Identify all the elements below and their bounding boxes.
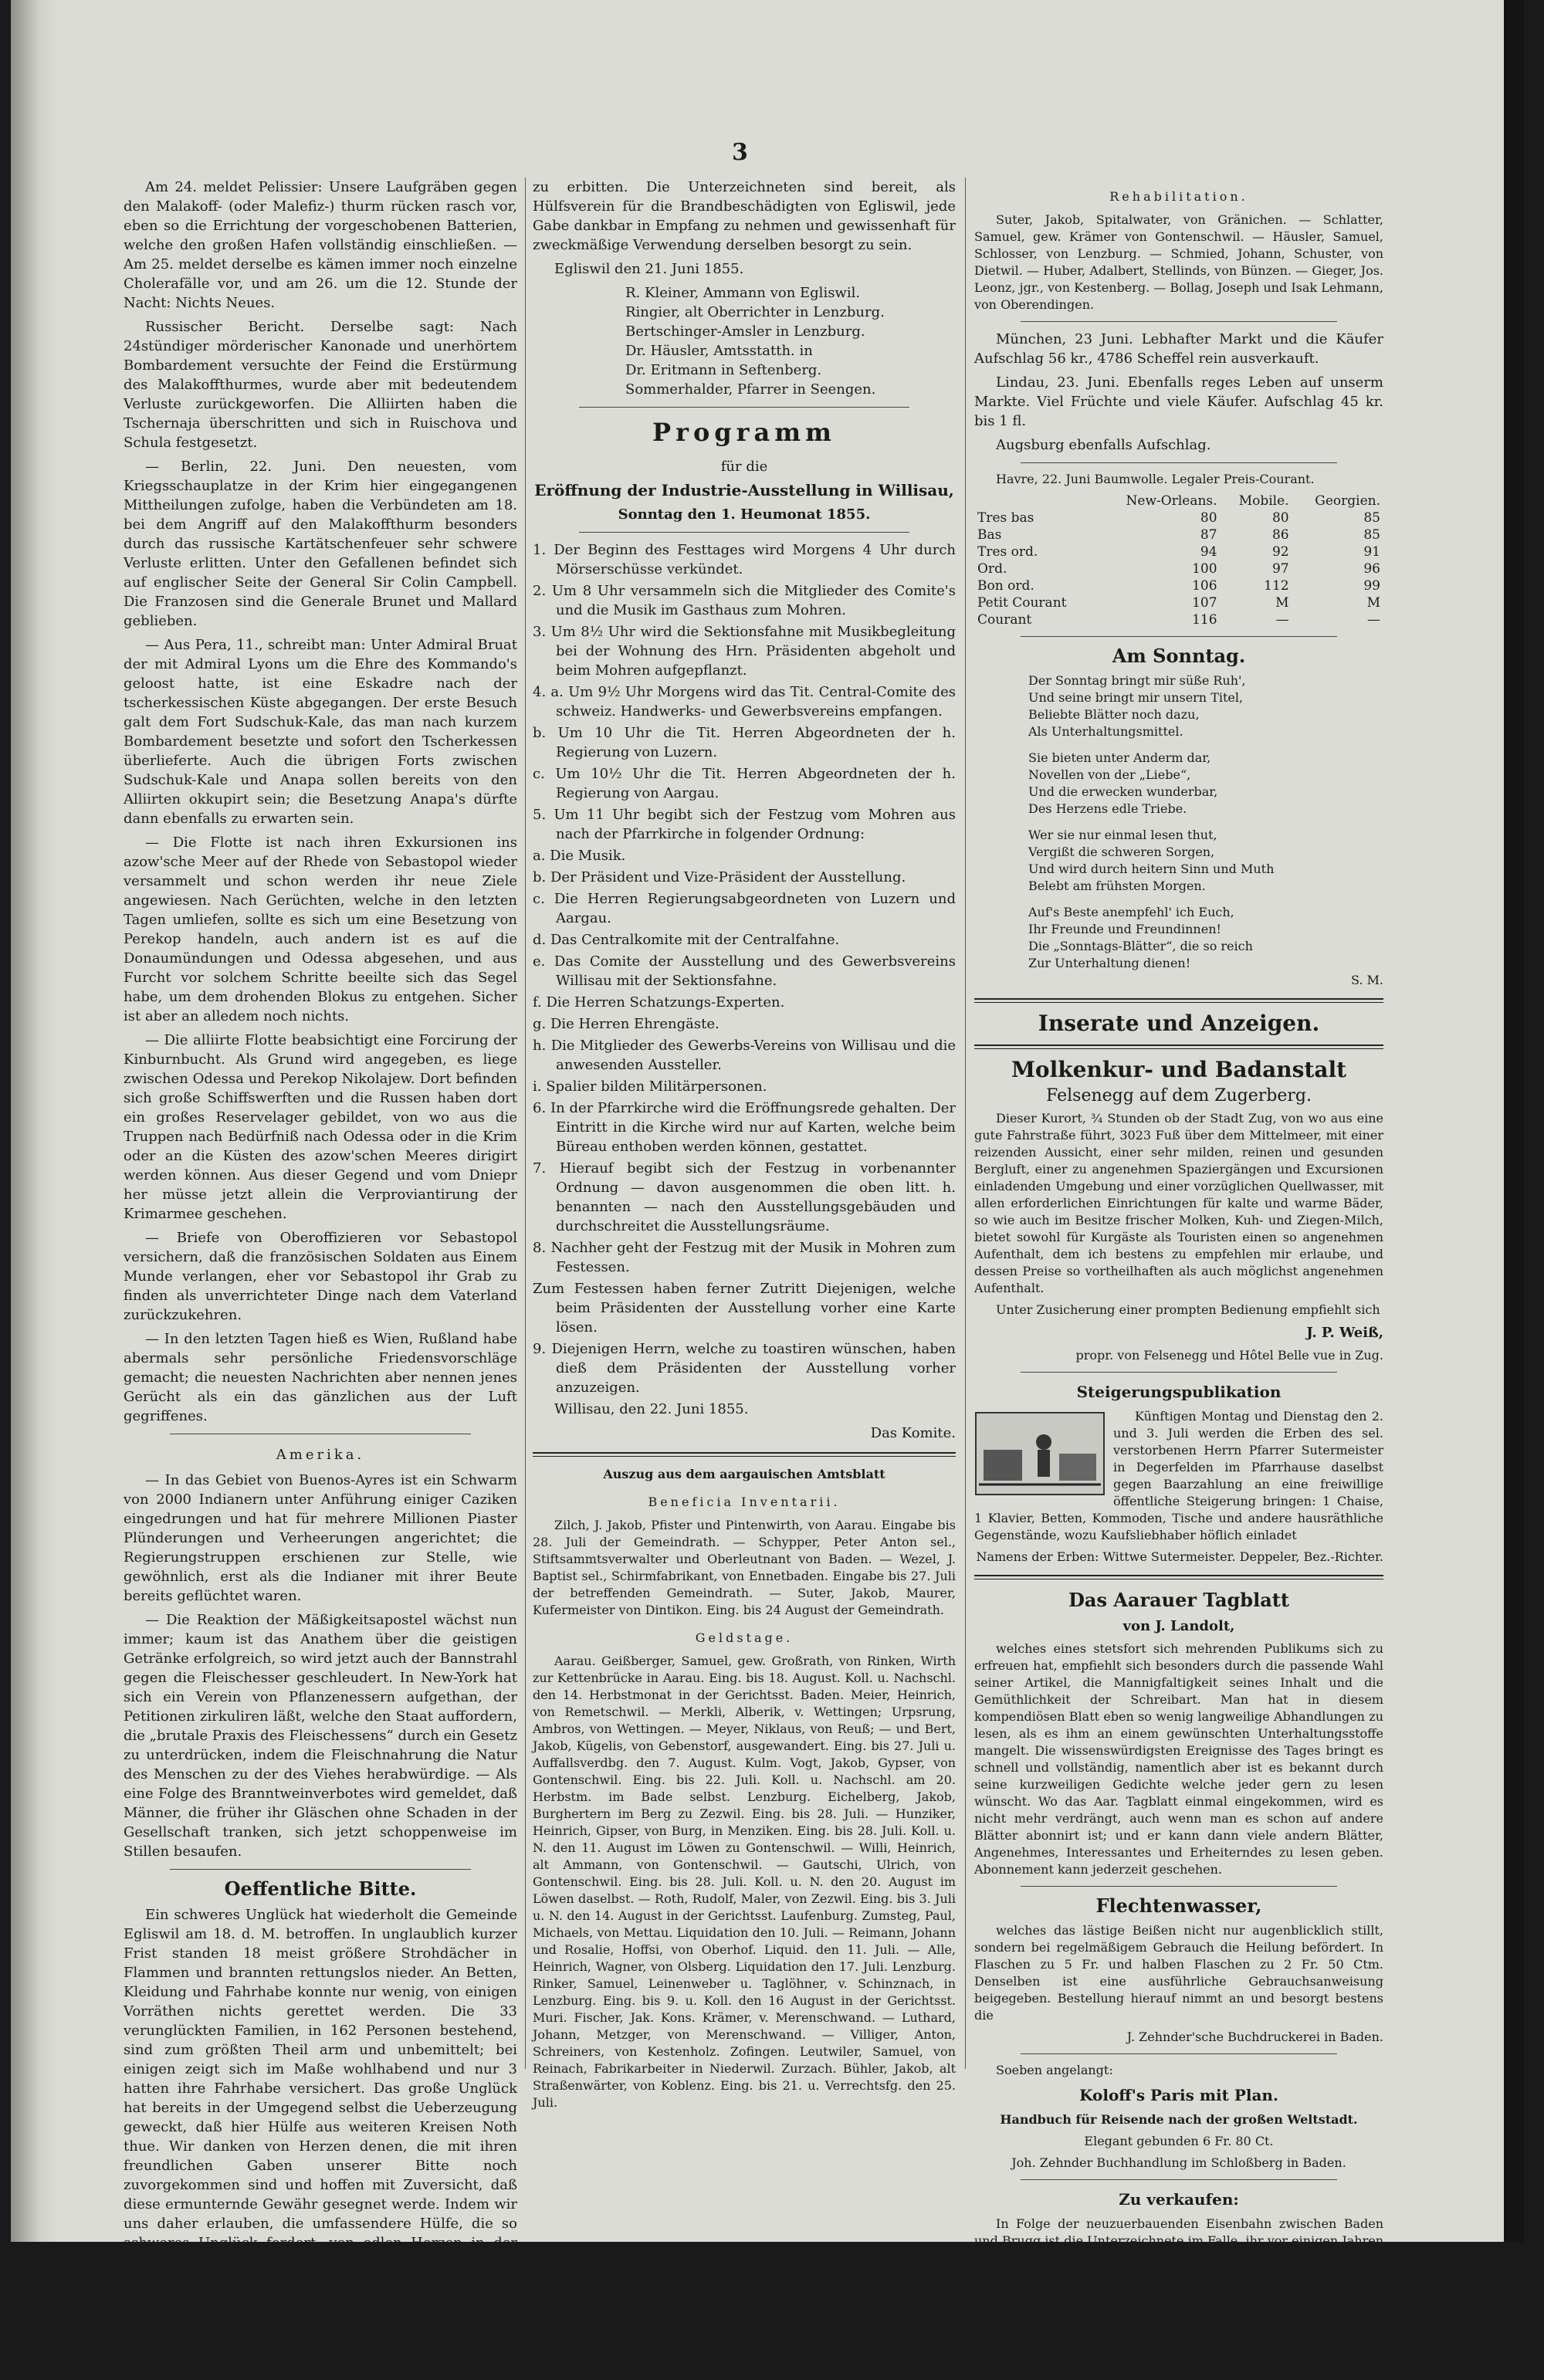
double-rule xyxy=(974,998,1383,1003)
price-row xyxy=(974,577,1383,594)
kur-subtitle: Felsenegg auf dem Zugerberg. xyxy=(1046,1086,1312,1105)
war-news-paragraph: — In den letzten Tagen hieß es Wien, Rußland habe abermals sehr persönliche Friedensvorschläge gemacht; die neuesten Nachrichten aber nennen jenes Gerücht als ein das gänzlichen aus der Luft gegriffenes. xyxy=(124,1331,517,1424)
program-item: g. Die Herren Ehrengäste. xyxy=(533,1016,720,1032)
kur-assurance: Unter Zusicherung einer prompten Bedienung empfiehlt sich xyxy=(996,1302,1380,1317)
amerika-paragraph: — In das Gebiet von Buenos-Ayres ist ein Schwarm von 2000 Indianern unter Anführung einiger Caziken eingedrungen und hat für mehrere Millionen Piaster Plünderungen und Verheerungen angerichtet; die Regierungstruppen erschienen zur Stelle, wie gewöhnlich, erst als die Indianer mit ihrer Beute bereits geflüchtet waren. xyxy=(124,1472,517,1604)
market-report: Augsburg ebenfalls Aufschlag. xyxy=(996,437,1211,453)
kur-title: Molkenkur- und Badanstalt xyxy=(1011,1057,1347,1082)
signer-name: Dr. Häusler, Amtsstatth. in xyxy=(625,343,813,359)
program-item: 2. Um 8 Uhr versammeln sich die Mitglieder des Comite's und die Musik im Gasthaus zum Mohren. xyxy=(533,583,956,618)
koloff-intro: Soeben angelangt: xyxy=(996,2063,1113,2077)
column-1 xyxy=(124,178,517,2270)
page-edge xyxy=(1504,0,1524,2242)
program-items xyxy=(533,540,956,1397)
price-cell: 94 xyxy=(1200,544,1217,560)
war-news-paragraph: Russischer Bericht. Derselbe sagt: Nach 24stündiger mörderischer Kanonade und unerhörtem Bombardement versuchte der Feind die Erstürmung des Malakoffthurmes, wurde aber mit bedeutendem Verluste zurückgeworfen. Die Alliirten haben die Tschernaja überschritten und sich in Ruischova und Schula festgesetzt. xyxy=(124,319,517,451)
price-row xyxy=(974,526,1383,543)
poem-line: Auf's Beste anempfehl' ich Euch, xyxy=(1028,905,1234,919)
program-item: c. Die Herren Regierungsabgeordneten von Luzern und Aargau. xyxy=(533,891,956,926)
geld-text: Aarau. Geißberger, Samuel, gew. Großrath, von Rinken, Wirth zur Kettenbrücke in Aarau. Eing. bis 18. August. Koll. u. Nachschl. den 14. Herbstmonat in der Gerichtsst. Baden. Meier, Heinrich, von Remetschwil. — Merkli, Alberik, v. Wettingen; Urpsrung, Ambros, von Wettingen. — Meyer, Niklaus, von Reuß; — und Bert, Jakob, Kügelis, von Gebenstorf, ausgewandert. Eing. bis 27. Juli u. Auffallsverdbg. den 7. August. Kulm. Vogt, Jakob, Gypser, von Gontenschwil. Eing. bis 22. Juli. Koll. u. Nachschl. am 20. Herbstm. im Bade selbst. Lenzburg. Eichelberg, Jakob, Burghertern im Berg zu Zezwil. Eing. bis 28. Juli. — Hunziker, Heinrich, Gipser, von Burg, in Menziken. Eing. bis 28. Juli. Koll. u. N. den 11. August im Löwen zu Gontenschwil. — Willi, Heinrich, alt Ammann, von Gontenschwil. — Gautschi, Ulrich, von Gontenschwil. Eing. bis 28. Juli. Koll. u. N. den 20. August im Löwen daselbst. — Roth, Rudolf, Maler, von Zezwil. Eing. bis 3. Juli u. N. den 14. August in der Gerichtsst. Laufenburg. Zumsteg, Paul, Michaels, von Mettau. Liquidation den 10. Juli. — Reimann, Johann und Rosalie, Hoffsi, von Oberhof. Liquid. den 11. Juli. — Alle, Heinrich, Wagner, von Olsberg. Liquidation den 17. Juli. Lenzburg. Rinker, Samuel, Leinenweber u. Taglöhner, v. Schinznach, in Lenzburg. Eing. bis 9. u. Koll. den 16 August in der Gerichtsst. Muri. Fischer, Jak. Kons. Krämer, v. Merenschwand. — Luthard, Johann, Metzger, von Merenschwand. — Villiger, Anton, Schreiners, von Kestenholz. Zofingen. Leutwiler, Samuel, von Reinach, Fabrikarbeiter in Niederwil. Zurzach. Bühler, Jakob, alt Straßenwärter, von Koblenz. Eing. bis 21. u. Verrechtsfg. den 25. Juli. xyxy=(533,1654,956,2110)
price-row xyxy=(974,510,1383,526)
price-cell: 86 xyxy=(1271,527,1289,543)
program-item: 8. Nachher geht der Festzug mit der Musik in Mohren zum Festessen. xyxy=(533,1240,956,1275)
price-cell: — xyxy=(1275,612,1289,628)
price-row xyxy=(974,594,1383,611)
separator xyxy=(579,532,909,533)
bitte-continued: zu erbitten. Die Unterzeichneten sind bereit, als Hülfsverein für die Brandbeschädigten von Egliswil, jede Gabe dankbar in Empfang zu nehmen und gewissenhaft für zweckmäßige Verwendung derselben besorgt zu sein. xyxy=(533,179,956,253)
price-cell: 106 xyxy=(1192,578,1217,594)
poem-line: Wer sie nur einmal lesen thut, xyxy=(1028,828,1217,842)
price-cell: 87 xyxy=(1200,527,1217,543)
tagblatt-subtitle: von J. Landolt, xyxy=(1122,1618,1235,1634)
koloff-title: Koloff's Paris mit Plan. xyxy=(1079,2086,1278,2104)
flechten-title: Flechtenwasser, xyxy=(1095,1894,1262,1917)
price-cell: 80 xyxy=(1271,510,1289,526)
price-column-header: Mobile. xyxy=(1238,493,1289,509)
column-rule xyxy=(525,178,526,2069)
program-item: 5. Um 11 Uhr begibt sich der Festzug vom Mohren aus nach der Pfarrkirche in folgender Ordnung: xyxy=(533,807,956,842)
flechten-text: welches das lästige Beißen nicht nur augenblicklich stillt, sondern bei regelmäßigem Gebrauch die Heilung befördert. In Flaschen zu 5 Fr. und halben Flaschen zu 2 Fr. 50 Ctm. Denselben ist eine ausführliche Gebrauchsanweisung beigegeben. Bestellung hierauf nimmt an und besorgt bestens die xyxy=(974,1923,1383,2023)
verkauf-place: Kappelerhof, den 26 Juni 1855. xyxy=(996,2340,1191,2355)
kur-signature: J. P. Weiß, xyxy=(1306,1325,1383,1341)
poem-line: Ihr Freunde und Freundinnen! xyxy=(1028,922,1221,936)
bitte-heading: Oeffentliche Bitte. xyxy=(224,1877,417,1900)
program-date: Sonntag den 1. Heumonat 1855. xyxy=(618,506,871,523)
price-cell: 107 xyxy=(1192,595,1217,611)
price-cell: 96 xyxy=(1363,561,1380,577)
kur-signature-2: propr. von Felsenegg und Hôtel Belle vue in Zug. xyxy=(1075,1348,1383,1363)
book-spine-shadow xyxy=(11,0,57,2242)
steigerung-names: Namens der Erben: Wittwe Sutermeister. Deppeler, Bez.-Richter. xyxy=(976,1549,1383,1564)
price-column-header xyxy=(974,493,1096,510)
program-item: 3. Um 8½ Uhr wird die Sektionsfahne mit Musikbegleitung bei der Wohnung des Hrn. Präsidenten abgeholt und beim Mohren aufgepflanzt. xyxy=(533,624,956,679)
program-item: i. Spalier bilden Militärpersonen. xyxy=(533,1078,767,1095)
price-cell: 85 xyxy=(1363,510,1380,526)
cotton-price-table xyxy=(974,493,1383,628)
column-2 xyxy=(533,178,956,2110)
program-signature: Das Komite. xyxy=(870,1425,956,1441)
poem xyxy=(974,672,1383,972)
price-cell: Petit Courant xyxy=(977,595,1067,611)
program-item: e. Das Comite der Ausstellung und des Gewerbsvereins Willisau mit der Sektionsfahne. xyxy=(533,953,956,989)
program-item: 6. In der Pfarrkirche wird die Eröffnungsrede gehalten. Der Eintritt in die Kirche wird nur auf Karten, welche beim Büreau enthoben werden können, gestattet. xyxy=(533,1100,956,1155)
amerika-heading: Amerika. xyxy=(276,1447,365,1463)
signer-name: Ringier, alt Oberrichter in Lenzburg. xyxy=(625,304,885,320)
separator xyxy=(1021,1886,1337,1887)
market-report: Lindau, 23. Juni. Ebenfalls reges Leben auf unserm Markte. Viel Früchte und viele Käufer. Aufschlag 45 kr. bis 1 fl. xyxy=(974,374,1383,429)
price-cell: Bas xyxy=(977,527,1002,543)
koloff-dealer: Joh. Zehnder Buchhandlung im Schloßberg in Baden. xyxy=(1011,2155,1346,2170)
price-cell: — xyxy=(1367,612,1380,628)
price-row xyxy=(974,611,1383,628)
poem-title: Am Sonntag. xyxy=(1112,645,1246,667)
price-cell: Tres bas xyxy=(977,510,1034,526)
poem-line: Und die erwecken wunderbar, xyxy=(1028,784,1218,799)
bitte-text: Ein schweres Unglück hat wiederholt die Gemeinde Egliswil am 18. d. M. betroffen. In unglaublich kurzer Frist standen 18 meist größere Strohdächer in Flammen und brannten rettungslos nieder. An Betten, Kleidung und Fahrhabe konnte nur wenig, von einigen Vorräthen nichts gerettet werden. Die 33 verunglückten Familien, in 162 Personen bestehend, sind zum größten Theil arm und unbemittelt; bei einigen zeigt sich im Maße wohlhabend und nur 3 hatten ihre Fahrhabe versichert. Das große Unglück hat bereits in der Umgegend selbst die Ueberzeugung geweckt, daß hier Hülfe aus weiteren Kreisen Noth thue. Wir danken von Herzen denen, die mit ihren freundlichen Gaben unserer Bitte noch zuvorgekommen sind und hoffen mit Zuversicht, daß diese ermunternde Gewähr gesegnet werde. Indem wir uns daher erlauben, die umfassendere Hülfe, die so schweres Unglück fordert, von edlen Herzen in der Nähe und Ferne xyxy=(124,1907,517,2270)
steigerung-title: Steigerungspublikation xyxy=(1076,1383,1282,1401)
double-rule xyxy=(974,1044,1383,1049)
signers-list xyxy=(533,283,956,399)
program-item: f. Die Herren Schatzungs-Experten. xyxy=(533,994,785,1011)
verkauf-text: In Folge der neuzuerbauenden Eisenbahn zwischen Baden und Brugg ist die Unterzeichnete im Falle, ihr vor einigen Jahren neuerbautes Wohnhaus zu verkaufen. Es wäre jedoch Hoffnung, daß dieses dasselbe zum Verkaufe der die Käufer dasselbe selbst abzutragen. Auch eignete sich ein wohnliches Haus zu bauen, dem bietet sich hier Gelegenheit dar, möglichst zu sämmtlichem Material für solches zu gelangen. xyxy=(974,2216,1383,2333)
price-cell: 100 xyxy=(1192,561,1217,577)
price-column-header: New-Orleans. xyxy=(1126,493,1217,509)
program-subtitle: Eröffnung der Industrie-Ausstellung in Willisau, xyxy=(534,481,954,499)
poem-line: Zur Unterhaltung dienen! xyxy=(1028,956,1191,970)
double-rule xyxy=(974,1575,1383,1579)
price-cell: Tres ord. xyxy=(977,544,1038,560)
stanza-gap xyxy=(974,818,1383,827)
program-fuer: für die xyxy=(720,459,768,475)
separator xyxy=(170,1869,471,1870)
geld-heading: Geldstage. xyxy=(695,1630,794,1645)
havre-line: Havre, 22. Juni Baumwolle. Legaler Preis-Courant. xyxy=(996,472,1315,486)
price-cell: Bon ord. xyxy=(977,578,1034,594)
benef-text: Zilch, J. Jakob, Pfister und Pintenwirth, von Aarau. Eingabe bis 28. Juli der Gemeindrath. — Schypper, Peter Anton sel., Stiftsammtsverwalter und Oberleutnant von Baden. — Wezel, J. Baptist sel., Schirmfabrikant, von Ennetbaden. Eingabe bis 27. Juli der betreffenden Gemeindrath. — Suter, Jakob, Maurer, Kufermeister von Dintikon. Eing. bis 24 August der Gemeindrath. xyxy=(533,1518,956,1617)
verkauf-signature: Wittwe Müller. xyxy=(1268,2362,1383,2378)
poem-line: Die „Sonntags-Blätter“, die so reich xyxy=(1028,939,1253,953)
rehab-text: Suter, Jakob, Spitalwater, von Gränichen. — Schlatter, Samuel, gew. Krämer von Gontenschwil. — Häusler, Samuel, Schlosser, von Lenzburg. — Schmied, Johann, Schuster, von Dietwil. — Huber, Adalbert, Stellinds, von Bünzen. — Gieger, Jos. Leonz, jgr., von Kestenberg. — Bollag, Joseph und Isak Lehmann, von Oberendingen. xyxy=(974,212,1383,312)
poem-line: Sie bieten unter Anderm dar, xyxy=(1028,750,1211,765)
price-cell: 91 xyxy=(1363,544,1380,560)
war-news-section xyxy=(124,178,517,1426)
program-item: b. Um 10 Uhr die Tit. Herren Abgeordneten der h. Regierung von Luzern. xyxy=(533,725,956,760)
tagblatt-title: Das Aarauer Tagblatt xyxy=(1068,1589,1289,1611)
program-item: d. Das Centralkomite mit der Centralfahne. xyxy=(533,932,840,948)
poem-line: Und wird durch heitern Sinn und Muth xyxy=(1028,862,1275,876)
war-news-paragraph: — Die alliirte Flotte beabsichtigt eine Forcirung der Kinburnbucht. Als Grund wird angegeben, es liege zwischen Odessa und Perekop Nikolajew. Dort befinden sich große Schiffswerften und die Russen haben dort ein großes Reservelager gebildet, von wo aus die Truppen nach Bedürfniß nach Odessa oder in die Krim oder an die Küsten des azow'schen Meeres dirigirt werden können. Aus dieser Gegend und vom Dniepr her müsse jetzt allein die Verproviantirung der Krimarmee geschehen. xyxy=(124,1032,517,1222)
program-item: c. Um 10½ Uhr die Tit. Herren Abgeordneten der h. Regierung von Aargau. xyxy=(533,766,956,801)
poem-line: Als Unterhaltungsmittel. xyxy=(1028,724,1183,739)
program-item: a. Die Musik. xyxy=(533,848,626,864)
price-cell: 112 xyxy=(1264,578,1289,594)
separator xyxy=(1021,1372,1337,1373)
price-row xyxy=(974,560,1383,577)
war-news-paragraph: — Die Flotte ist nach ihren Exkursionen ins azow'sche Meer auf der Rhede von Sebastopol wieder versammelt und schon werden ihr neue Ziele angewiesen. Nach Gerüchten, welche in den letzten Tagen umliefen, sollte es sich um eine Besetzung von Perekop handeln, auch andern ist es auf die Donaumündungen und Odessa abgesehen, und aus Furcht vor solchem Schritte beeilte sich das Segel habe, um dem drohenden Blokus zu entgehen. Sicher ist aber an alledem noch nichts. xyxy=(124,835,517,1024)
program-item: 1. Der Beginn des Festtages wird Morgens 4 Uhr durch Mörserschüsse verkündet. xyxy=(533,542,956,577)
separator xyxy=(1021,636,1337,637)
bitte-date: Egliswil den 21. Juni 1855. xyxy=(554,261,744,277)
price-cell: 92 xyxy=(1271,544,1289,560)
program-title: Programm xyxy=(652,418,836,447)
tagblatt-text: welches eines stetsfort sich mehrenden Publikums sich zu erfreuen hat, empfiehlt sich besonders durch die passende Wahl seiner Artikel, die Mannigfaltigkeit seines Inhalt und die Gemüthlichkeit der Schreibart. Man hat in diesem kompendiösen Blatt eben so wenig langweilige Abhandlungen zu lesen, als es ihm an einem gewünschten Unterhaltungsstoffe mangelt. Die wissenswürdigsten Ereignisse des Tages bringt es schnell und vollständig, namentlich aber ist es bekannt durch seine kurzweiligen Gedichte welche jeder gern zu lesen wünscht. Wo das Aar. Tagblatt einmal eingekommen, wird es nicht mehr verdrängt, auch wenn man es schon auf andere Blätter abonnirt ist; und er kann dann viele andern Blätter, Angenehmes, Interessantes und Erheiterndes zu lesen geben. Abonnement kann jederzeit geschehen. xyxy=(974,1641,1383,1877)
auction-woodcut-image xyxy=(974,1411,1106,1496)
price-cell: M xyxy=(1275,595,1289,611)
price-table-header xyxy=(974,493,1383,510)
price-cell: 85 xyxy=(1363,527,1380,543)
poem-line: Beliebte Blätter noch dazu, xyxy=(1028,707,1200,722)
program-item: h. Die Mitglieder des Gewerbs-Vereins von Willisau und die anwesenden Aussteller. xyxy=(533,1038,956,1073)
poem-signature: S. M. xyxy=(1350,973,1383,987)
signer-name: Dr. Eritmann in Seftenberg. xyxy=(625,362,822,378)
signer-name: Sommerhalder, Pfarrer in Seengen. xyxy=(625,381,876,398)
steigerung-text: Künftigen Montag und Dienstag den 2. und 3. Juli werden die Erben des sel. verstorbenen Herrn Pfarrer Sutermeister in Degerfelden im Pfarrhause daselbst gegen Baarzahlung an eine freiwillige öffentliche Steigerung bringen: 1 Chaise, 1 Klavier, Betten, Kommoden, Tische und andere hausräthliche Gegenstände, wozu Kaufsliebhaber höflich einladet xyxy=(974,1409,1383,1542)
separator xyxy=(1021,462,1337,463)
poem-line: Belebt am frühsten Morgen. xyxy=(1028,879,1206,893)
inserate-heading: Inserate und Anzeigen. xyxy=(1038,1011,1320,1036)
program-item: 4. a. Um 9½ Uhr Morgens wird das Tit. Central-Comite des schweiz. Handwerks- und Gewerbsvereins empfangen. xyxy=(533,684,956,719)
markets-section xyxy=(974,330,1383,455)
program-item: 9. Diejenigen Herrn, welche zu toastiren wünschen, haben dieß dem Präsidenten der Ausstellung vorher anzuzeigen. xyxy=(533,1341,956,1396)
price-cell: 80 xyxy=(1200,510,1217,526)
war-news-paragraph: — Berlin, 22. Juni. Den neuesten, vom Kriegsschauplatze in der Krim hier eingegangenen Mittheilungen zufolge, haben die Verbündeten am 18. bei dem Angriff auf den Malakoffthurm besonders durch das russische Kartätschenfeuer sehr schwere Verluste erlitten. Unter den Gefallenen befindet sich auf englischer Seite der General Sir Colin Campbell. Die Franzosen sind die Generale Brunet und Mallard geblieben. xyxy=(124,459,517,629)
price-cell: 99 xyxy=(1363,578,1380,594)
war-news-paragraph: — Briefe von Oberoffizieren vor Sebastopol versichern, daß die französischen Soldaten aus Einem Munde verlangen, eher vor Sebastopol ihr Grab zu finden als unverrichteter Dinge nach dem Vaterland zurückzukehren. xyxy=(124,1230,517,1323)
poem-line: Des Herzens edle Triebe. xyxy=(1028,801,1187,816)
war-news-paragraph: — Aus Pera, 11., schreibt man: Unter Admiral Bruat der mit Admiral Lyons um die Ehre des Kommando's geloost hatte, ist eine Eskadre nach der tscherkessischen Küste abgegangen. Der erste Besuch galt dem Fort Sudschuk-Kale, das man nach kurzem Bombardement besetzte und sofort den Tscherkessen überlieferte. Auch die übrigen Forts zwischen Sudschuk-Kale und Anapa sollen bereits von den Alliirten okkupirt sein; die Besetzung Anapa's dürfte dann ebenfalls zu erwarten sein. xyxy=(124,637,517,827)
poem-line: Und seine bringt mir unsern Titel, xyxy=(1028,690,1244,705)
program-item: b. Der Präsident und Vize-Präsident der Ausstellung. xyxy=(533,869,906,885)
price-cell: Ord. xyxy=(977,561,1007,577)
separator xyxy=(1021,2053,1337,2054)
separator xyxy=(1021,321,1337,322)
koloff-price: Elegant gebunden 6 Fr. 80 Ct. xyxy=(1084,2134,1274,2148)
stanza-gap xyxy=(974,740,1383,750)
market-report: München, 23 Juni. Lebhafter Markt und die Käufer Aufschlag 56 kr., 4786 Scheffel rein ausverkauft. xyxy=(974,331,1383,367)
stanza-gap xyxy=(974,895,1383,904)
amtsblatt-title: Auszug aus dem aargauischen Amtsblatt xyxy=(603,1467,885,1481)
column-3 xyxy=(974,178,1383,2378)
program-place: Willisau, den 22. Juni 1855. xyxy=(554,1401,749,1417)
kur-text: Dieser Kurort, ¾ Stunden ob der Stadt Zug, von wo aus eine gute Fahrstraße führt, 3023 Fuß über dem Mittelmeer, mit einer reizenden Aussicht, einer sehr milden, reinen und gesunden Bergluft, einer zu angenehmen Spaziergängen und Excursionen einladenden Umgebung und einer vorzüglichen Quellwasser, mit allen erforderlichen Einrichtungen für kalte und warme Bäder, so wie auch im Besitze frischer Molken, Kuh- und Ziegen-Milch, bietet sowohl für Kurgäste als Touristen einen so angenehmen Aufenthalt, dem ich bestens zu empfehlen mir erlaube, und dessen Preise so vortheilhaften als auch möglichst angenehmen Aufenthalt. xyxy=(974,1111,1383,1295)
program-item: 7. Hierauf begibt sich der Festzug in vorbenannter Ordnung — davon ausgenommen die oben litt. h. benannten — nach den Ausstellungsgebäuden und durchschreitet die Ausstellungsräume. xyxy=(533,1160,956,1234)
price-column-header: Georgien. xyxy=(1315,493,1380,509)
program-item: Zum Festessen haben ferner Zutritt Diejenigen, welche beim Präsidenten der Ausstellung vorher eine Karte lösen. xyxy=(533,1281,956,1336)
war-news-paragraph: Am 24. meldet Pelissier: Unsere Laufgräben gegen den Malakoff- (oder Malefiz-) thurm rücken rasch vor, eben so die Errichtung der vorgeschobenen Batterien, welche den großen Hafen vollständig einschließen. — Am 25. meldet derselbe es kämen immer noch einzelne Cholerafälle vor, und am 26. um die 12. Stunde der Nacht: Nichts Neues. xyxy=(124,179,517,311)
signer-name: Bertschinger-Amsler in Lenzburg. xyxy=(625,323,865,340)
poem-line: Novellen von der „Liebe“, xyxy=(1028,767,1191,782)
double-rule xyxy=(533,1452,956,1457)
poem-line: Der Sonntag bringt mir süße Ruh', xyxy=(1028,673,1246,688)
price-cell: 97 xyxy=(1271,561,1289,577)
column-rule xyxy=(965,178,966,2069)
price-cell: 116 xyxy=(1192,612,1217,628)
poem-line: Vergißt die schweren Sorgen, xyxy=(1028,845,1215,859)
rehab-heading: Rehabilitation. xyxy=(1109,189,1248,204)
benef-heading: Beneficia Inventarii. xyxy=(648,1495,841,1509)
verkauf-title: Zu verkaufen: xyxy=(1119,2190,1239,2209)
price-cell: M xyxy=(1366,595,1380,611)
separator xyxy=(579,407,909,408)
flechten-signature: J. Zehnder'sche Buchdruckerei in Baden. xyxy=(1126,2030,1383,2044)
koloff-subtitle: Handbuch für Reisende nach der großen Weltstadt. xyxy=(1000,2112,1358,2127)
separator xyxy=(1021,2179,1337,2180)
price-row xyxy=(974,543,1383,560)
amerika-paragraph: — Die Reaktion der Mäßigkeitsapostel wächst nun immer; kaum ist das Anathem über die geistigen Getränke erfolgreich, so wird jetzt auch der Bannstrahl gegen die Fleischesser geschleudert. In New-York hat sich ein Verein von Pflanzenessern aufgethan, der Petitionen zirkuliren läßt, welche den Staat auffordern, die „brutale Praxis des Fleischessens“ durch ein Gesetz zu unterdrücken, indem die Fleischnahrung die Natur des Menschen zu der des Viehes herabwürdige. — Als eine Folge des Branntweinverbotes wird gemeldet, daß Männer, die früher ihr Gläschen ohne Schaden in der Gesellschaft tranken, sich jetzt schoppenweise im Stillen besaufen. xyxy=(124,1612,517,1860)
amerika-section xyxy=(124,1471,517,1861)
signer-name: R. Kleiner, Ammann von Egliswil. xyxy=(625,285,861,301)
price-cell: Courant xyxy=(977,612,1032,628)
page-number: 3 xyxy=(732,139,748,166)
